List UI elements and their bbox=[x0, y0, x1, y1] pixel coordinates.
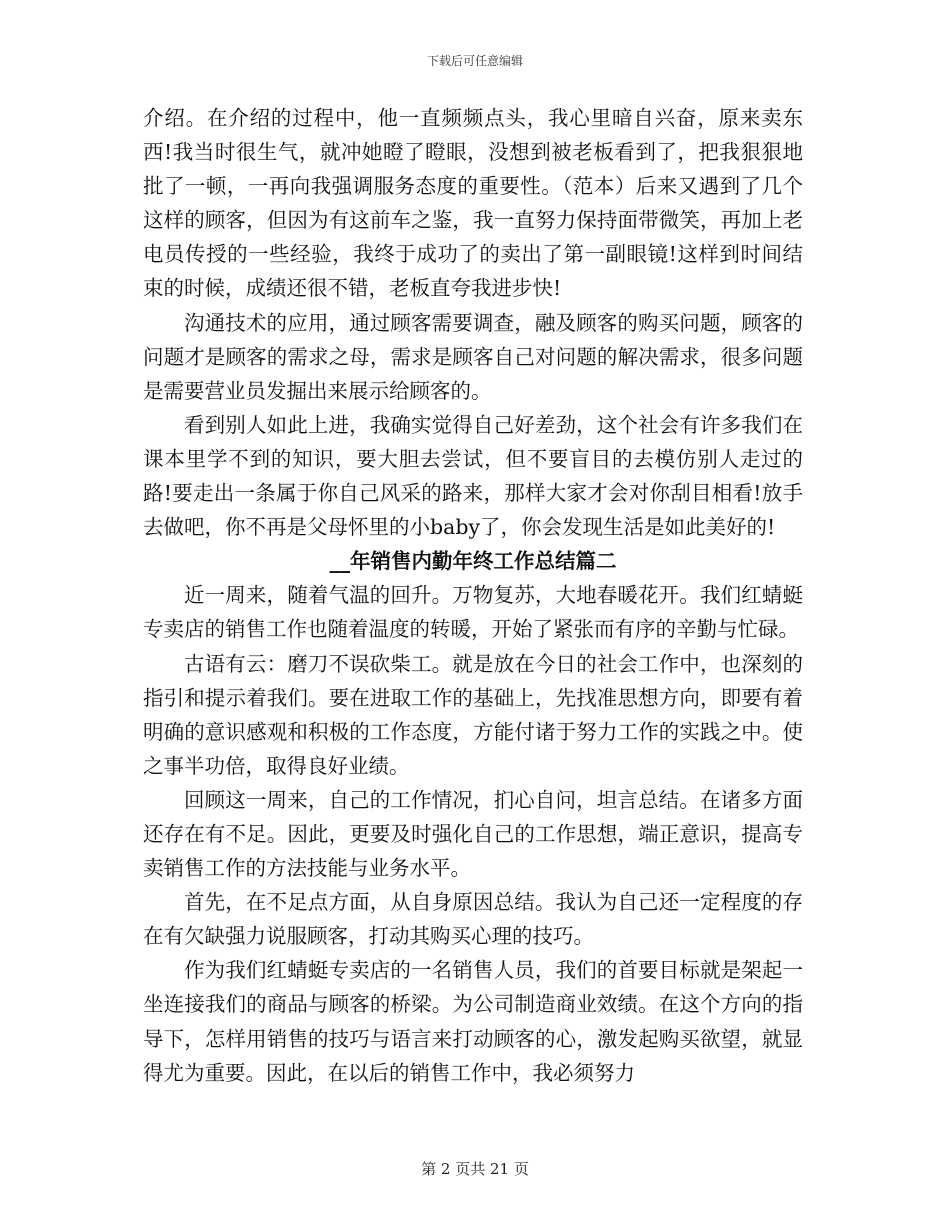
page-footer: 第 2 页共 21 页 bbox=[421, 1160, 529, 1178]
page-header: 下载后可任意编辑 bbox=[426, 54, 523, 68]
document-body bbox=[143, 101, 803, 1090]
paragraph: 首先，在不足点方面，从自身原因总结。我认为自己还一定程度的存在有欠缺强力说服顾客，打动其购买心理的技巧。 bbox=[143, 890, 803, 949]
paragraph: 近一周来，随着气温的回升。万物复苏，大地春暖花开。我们红蜻蜓专卖店的销售工作也随着温度的转暖，开始了紧张而有序的辛勤与忙碌。 bbox=[143, 583, 803, 642]
paragraph: 沟通技术的应用，通过顾客需要调查，融及顾客的购买问题，顾客的问题才是顾客的需求之母，需求是顾客自己对问题的解决需求，很多问题是需要营业员发掘出来展示给顾客的。 bbox=[143, 310, 803, 403]
paragraph: 回顾这一周来，自己的工作情况，扪心自问，坦言总结。在诸多方面还存在有不足。因此，更要及时强化自己的工作思想，端正意识，提高专卖销售工作的方法技能与业务水平。 bbox=[143, 787, 803, 881]
paragraph-continued: 介绍。在介绍的过程中，他一直频频点头，我心里暗自兴奋，原来卖东西!我当时很生气，就冲她瞪了瞪眼，没想到被老板看到了，把我狠狠地批了一顿，一再向我强调服务态度的重要性。（范本）后来又遇到了几个这样的顾客，但因为有这前车之鉴，我一直努力保持面带微笑，再加上老电员传授的一些经验，我终于成功了的卖出了第一副眼镜!这样到时间结束的时候，成绩还很不错，老板直夸我进步快! bbox=[143, 106, 803, 301]
section-heading: __年销售内勤年终工作总结篇二 bbox=[329, 549, 617, 574]
paragraph: 古语有云：磨刀不误砍柴工。就是放在今日的社会工作中，也深刻的指引和提示着我们。要在进取工作的基础上，先找准思想方向，即要有着明确的意识感观和积极的工作态度，方能付诸于努力工作的实践之中。使之事半功倍，取得良好业绩。 bbox=[143, 651, 803, 778]
paragraph: 看到别人如此上进，我确实觉得自己好差劲，这个社会有许多我们在课本里学不到的知识，要大胆去尝试，但不要盲目的去模仿别人走过的路!要走出一条属于你自己风采的路来，那样大家才会对你刮目相看!放手去做吧，你不再是父母怀里的小baby了，你会发现生活是如此美好的! bbox=[143, 412, 803, 540]
paragraph: 作为我们红蜻蜓专卖店的一名销售人员，我们的首要目标就是架起一坐连接我们的商品与顾客的桥梁。为公司制造商业效绩。在这个方向的指导下，怎样用销售的技巧与语言来打动顾客的心，激发起购买欲望，就显得尤为重要。因此，在以后的销售工作中，我必须努力 bbox=[143, 958, 803, 1085]
